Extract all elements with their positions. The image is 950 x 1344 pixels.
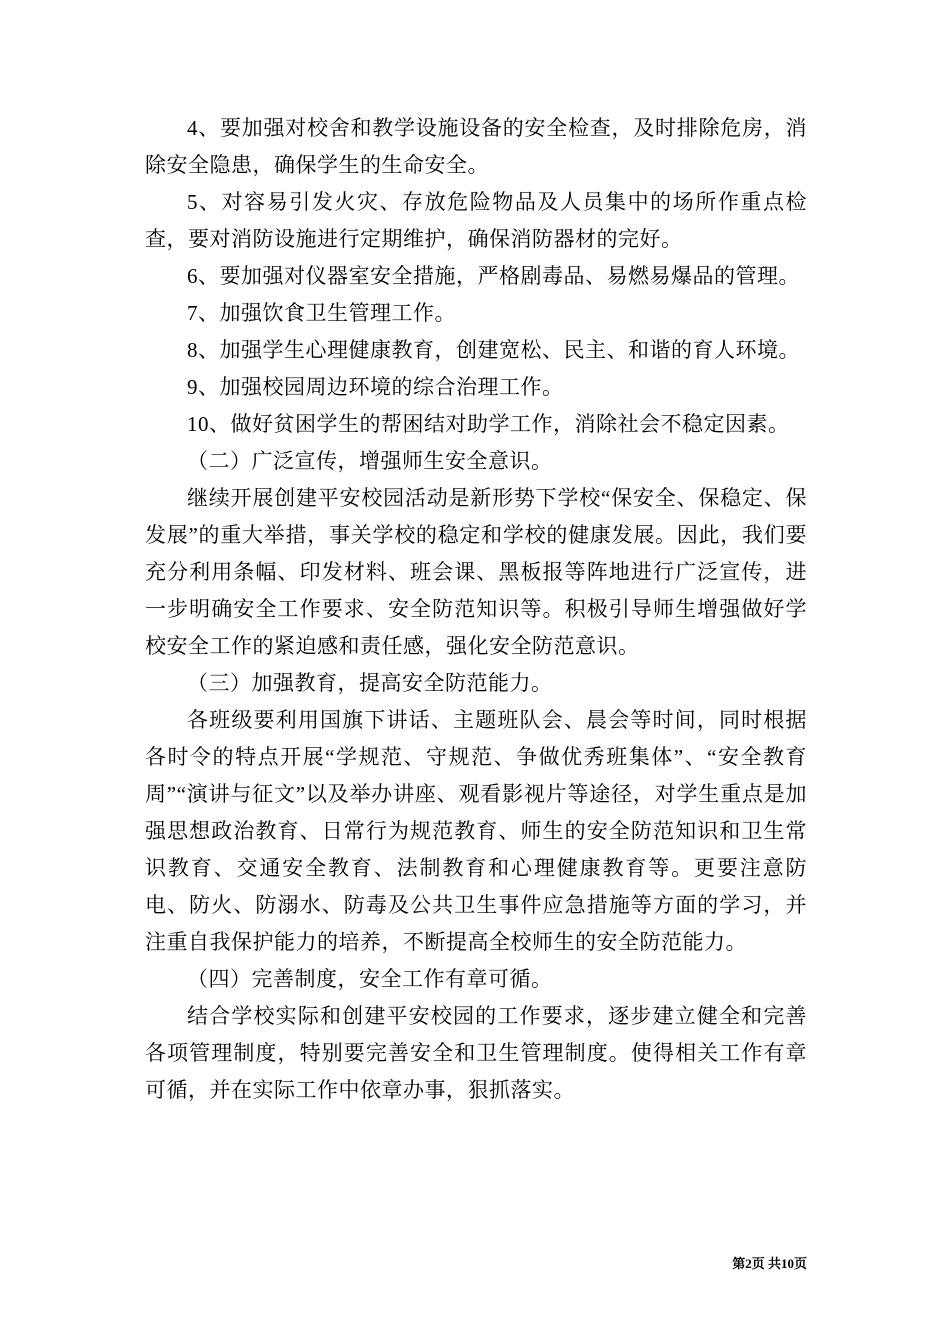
page-footer xyxy=(732,1256,807,1272)
paragraph: （三）加强教育，提高安全防范能力。 xyxy=(187,671,553,695)
paragraph: 8、加强学生心理健康教育，创建宽松、民主、和谐的育人环境。 xyxy=(187,338,800,362)
paragraph: （二）广泛宣传，增强师生安全意识。 xyxy=(187,449,553,473)
paragraph: 结合学校实际和创建平安校园的工作要求，逐步建立健全和完善各项管理制度，特别要完善安全和卫生管理制度。使得相关工作有章可循，并在实际工作中依章办事，狠抓落实。 xyxy=(145,1004,807,1102)
document-body xyxy=(145,110,807,1109)
page-number-label: 第2页 共10页 xyxy=(732,1256,807,1271)
paragraph: 9、加强校园周边环境的综合治理工作。 xyxy=(187,375,564,399)
paragraph: 4、要加强对校舍和教学设施设备的安全检查，及时排除危房，消除安全隐患，确保学生的生命安全。 xyxy=(145,116,807,177)
paragraph: 5、对容易引发火灾、存放危险物品及人员集中的场所作重点检查，要对消防设施进行定期维护，确保消防器材的完好。 xyxy=(145,190,807,251)
paragraph: 各班级要利用国旗下讲话、主题班队会、晨会等时间，同时根据各时令的特点开展“学规范、守规范、争做优秀班集体”、“安全教育周”“演讲与征文”以及举办讲座、观看影视片等途径，对学生重点是加强思想政治教育、日常行为规范教育、师生的安全防范知识和卫生常识教育、交通安全教育、法制教育和心理健康教育等。更要注意防电、防火、防溺水、防毒及公共卫生事件应急措施等方面的学习，并注重自我保护能力的培养，不断提高全校师生的安全防范能力。 xyxy=(145,708,807,954)
paragraph: 10、做好贫困学生的帮困结对助学工作，消除社会不稳定因素。 xyxy=(187,412,790,436)
paragraph: 6、要加强对仪器室安全措施，严格剧毒品、易燃易爆品的管理。 xyxy=(187,264,800,288)
paragraph: （四）完善制度，安全工作有章可循。 xyxy=(187,967,553,991)
paragraph: 继续开展创建平安校园活动是新形势下学校“保安全、保稳定、保发展”的重大举措，事关学校的稳定和学校的健康发展。因此，我们要充分利用条幅、印发材料、班会课、黑板报等阵地进行广泛宣传，进一步明确安全工作要求、安全防范知识等。积极引导师生增强做好学校安全工作的紧迫感和责任感，强化安全防范意识。 xyxy=(145,486,807,658)
paragraph: 7、加强饮食卫生管理工作。 xyxy=(187,301,456,325)
